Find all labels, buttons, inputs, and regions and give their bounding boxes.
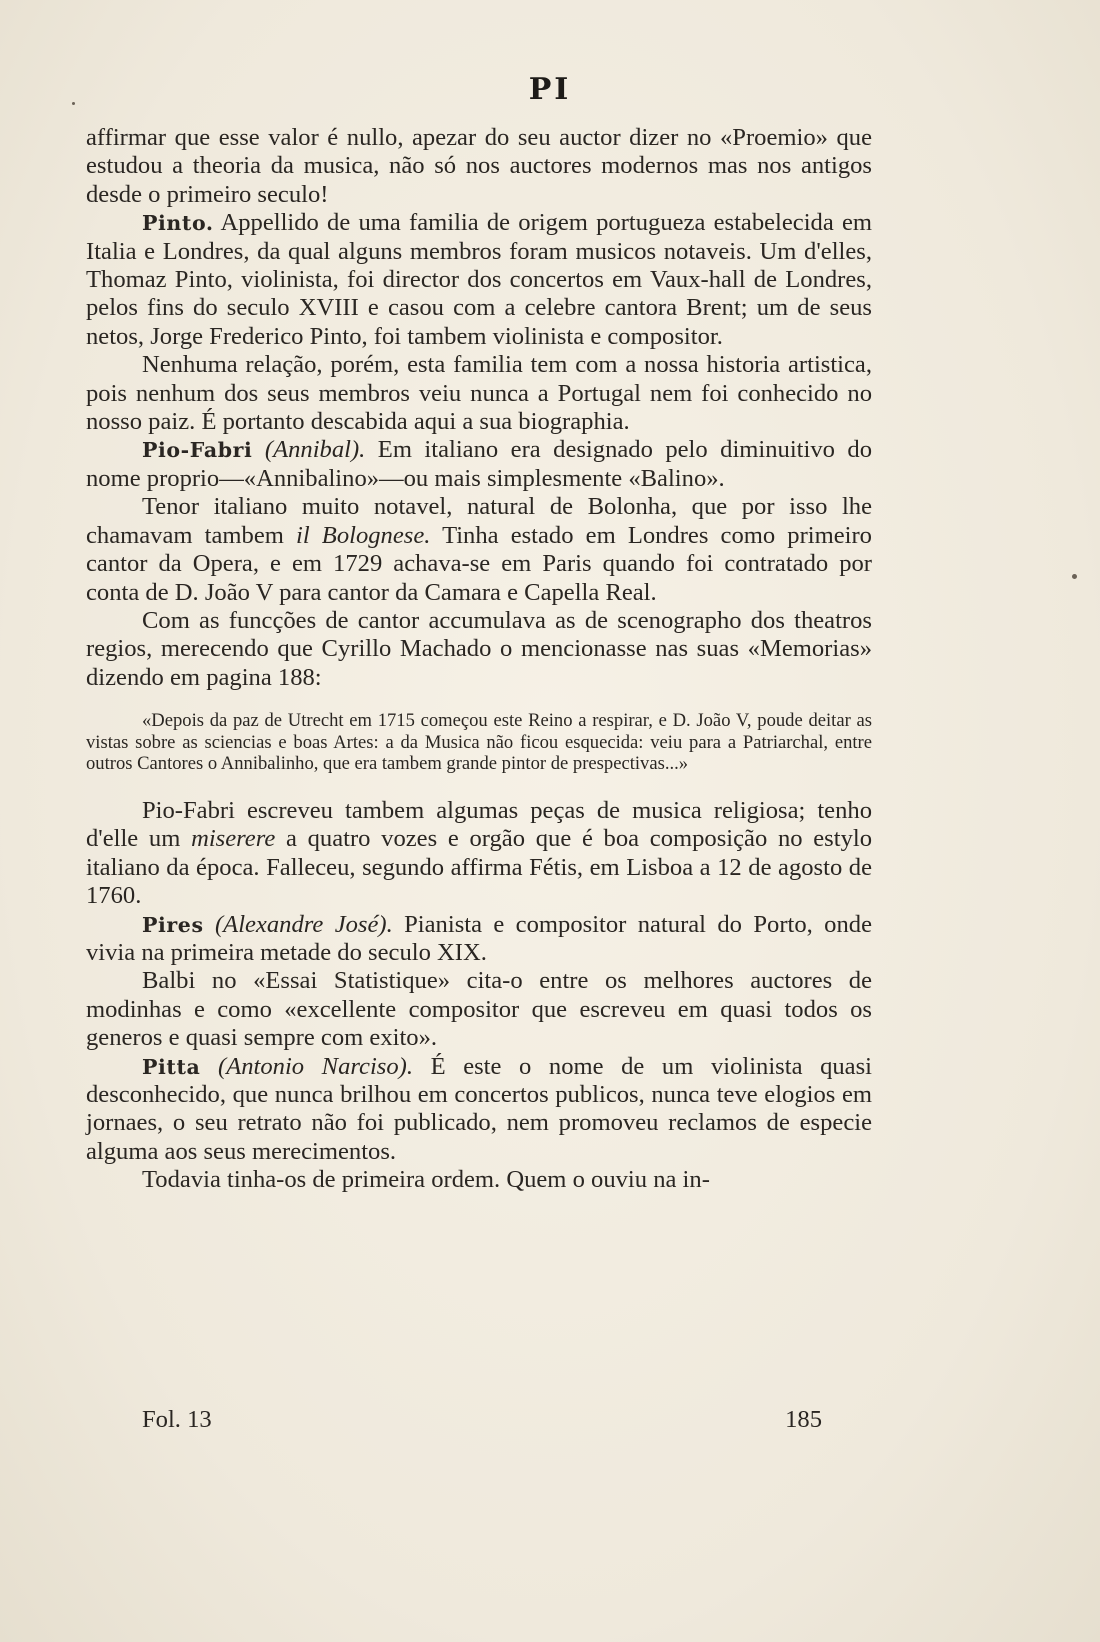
italic-text: il Bolognese. [296, 521, 431, 549]
paragraph-text: Com as funcções de cantor accumulava as de scenographo dos theatros regios, merecendo que Cyrillo Machado o mencionasse nas suas «Memorias» dizendo em pagina 188: [86, 606, 872, 691]
page-number: 185 [785, 1406, 822, 1433]
headword: Pinto. [142, 211, 214, 236]
entry-pio-fabri [86, 436, 872, 493]
quote-text: «Depois da paz de Utrecht em 1715 começou este Reino a respirar, e D. João V, poude deitar as vistas sobre as sciencias e boas Artes: a da Musica não ficou esquecida: veiu para a Patriarchal, entre outros Cantores o Annibalinho, que era tambem grande pintor de prespectivas...» [86, 710, 872, 775]
entry-text: Appellido de uma familia de origem portugueza estabelecida em Italia e Londres, da qual alguns membros foram musicos notaveis. Um d'elles, Thomaz Pinto, violinista, foi director dos concertos em Vaux-hall de Londres, pelos fins do seculo XVIII e casou com a celebre cantora Brent; um de seus netos, Jorge Frederico Pinto, foi tambem violinista e compositor. [86, 209, 872, 350]
paragraph-text: Tenor italiano muito notavel, natural de Bolonha, que por isso lhe chamavam tambem [86, 493, 872, 549]
block-quote [86, 710, 872, 775]
paper-speck [1072, 574, 1077, 579]
paragraph-text: affirmar que esse valor é nullo, apezar do seu auctor dizer no «Proemio» que estudou a theoria da musica, não só nos auctores modernos mas nos antigos desde o primeiro seculo! [86, 124, 872, 208]
paragraph-text: Nenhuma relação, porém, esta familia tem com a nossa historia artistica, pois nenhum dos seus membros veiu nunca a Portugal nem foi conhecido no nosso paiz. É portanto descabida aqui a sua biographia. [86, 351, 872, 436]
paragraph [86, 1166, 872, 1194]
page-footer [142, 1406, 822, 1434]
signature-mark: Fol. 13 [142, 1406, 212, 1433]
paragraph-text: a quatro vozes e orgão que é boa composição no estylo italiano da época. Falleceu, segundo affirma Fétis, em Lisboa a 12 de agosto de 1760. [86, 825, 872, 910]
entry-pires [86, 911, 872, 968]
italic-text: miserere [191, 825, 276, 853]
entry-pitta [86, 1053, 872, 1167]
paragraph-text: Todavia tinha-os de primeira ordem. Quem o ouviu na in- [142, 1166, 710, 1194]
entry-name: (Antonio Narciso). [200, 1052, 413, 1080]
entry-name: (Alexandre José). [203, 910, 393, 938]
entry-text: É este o nome de um violinista quasi desconhecido, que nunca brilhou em concertos publicos, nunca teve elogios em jornaes, o seu retrato não foi publicado, nem promoveu reclamos de especie alguma aos seus merecimentos. [86, 1052, 872, 1165]
entry-pinto [86, 209, 872, 351]
body-text [86, 124, 872, 1195]
paragraph [86, 607, 872, 692]
paragraph [86, 967, 872, 1052]
paragraph [86, 797, 872, 911]
running-head: PI [528, 72, 572, 107]
paper-speck [72, 102, 75, 105]
paragraph [86, 351, 872, 436]
entry-text: Em italiano era designado pelo diminuitivo do nome proprio—«Annibalino»—ou mais simplesmente «Balino». [86, 436, 873, 492]
headword: Pires [142, 912, 204, 937]
paragraph-text: Pio-Fabri escreveu tambem algumas peças de musica religiosa; tenho d'elle um [86, 796, 872, 853]
paragraph-text: Balbi no «Essai Statistique» cita-o entre os melhores auctores de modinhas e como «excellente compositor que escreveu em quasi todos os generos e quasi sempre com exito». [86, 967, 872, 1052]
paragraph [86, 493, 872, 607]
headword: Pitta [142, 1054, 201, 1079]
paragraph [86, 124, 872, 209]
entry-name: (Annibal). [252, 436, 366, 464]
entry-text: Pianista e compositor natural do Porto, onde vivia na primeira metade do seculo XIX. [86, 910, 872, 966]
paragraph-text: Tinha estado em Londres como primeiro cantor da Opera, e em 1729 achava-se em Paris quando foi contratado por conta de D. João V para cantor da Camara e Capella Real. [86, 521, 872, 606]
headword: Pio-Fabri [142, 438, 253, 463]
